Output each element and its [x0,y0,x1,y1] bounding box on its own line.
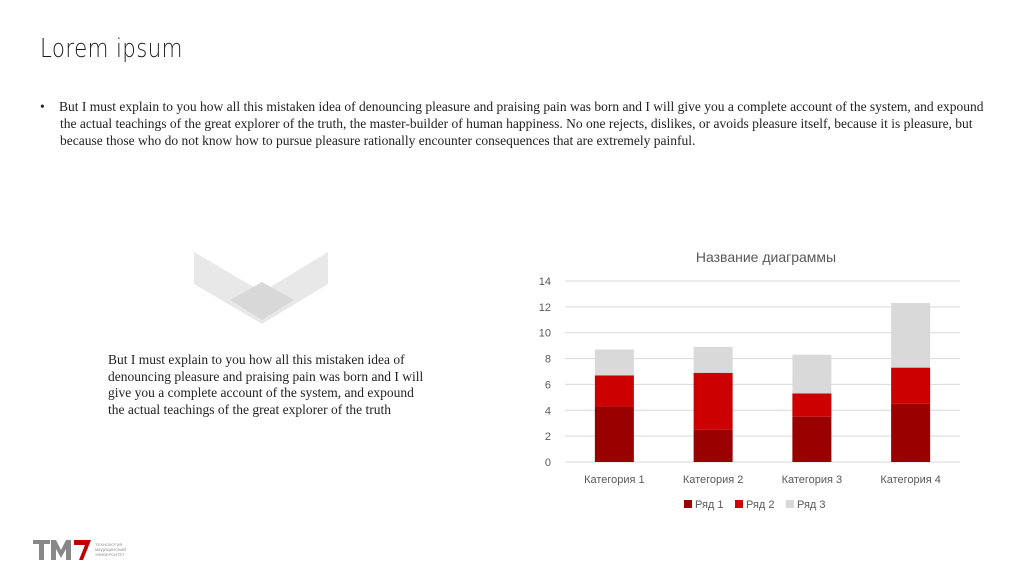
bar-segment-2 [694,373,733,430]
legend-swatch [735,500,743,508]
logo-line-3: УНИВЕРСИТЕТ [95,552,125,557]
bar-segment-1 [891,404,930,462]
bar-segment-3 [792,355,831,394]
legend-label: Ряд 1 [695,499,724,511]
logo-mark-icon [33,540,91,560]
y-tick-label: 2 [544,431,551,444]
bullet-paragraph [40,98,990,149]
y-tick-label: 12 [538,301,551,314]
bar-segment-1 [792,417,831,462]
logo-line-2: МЕДИЦИНСКИЙ [95,547,127,552]
bar-segment-1 [595,406,634,462]
chevron-graphic-icon [190,244,332,324]
x-tick-label: Категория 1 [584,474,645,486]
slide-title: Lorem ipsum [40,34,183,64]
y-tick-label: 10 [538,327,551,340]
x-tick-label: Категория 4 [880,474,941,486]
chart-title: Название диаграммы [695,249,837,265]
bar-segment-2 [792,393,831,416]
side-paragraph: But I must explain to you how all this mistaken idea of denouncing pleasure and praising pain was born and I will give you a complete account of the system, and expound the actual teachings of the great explorer of the truth [108,352,424,417]
bar-segment-2 [891,368,930,404]
university-logo [33,537,133,563]
legend-label: Ряд 2 [746,499,775,511]
x-tick-label: Категория 2 [682,474,744,486]
y-tick-label: 4 [544,405,551,418]
bar-segment-3 [595,350,634,376]
logo-line-1: ТЕХНОЛОГИЯ [95,542,123,547]
bar-segment-2 [595,375,634,406]
bullet-dot-icon: • [40,99,45,114]
stacked-bar-chart [525,240,975,530]
bar-segment-3 [694,347,733,373]
bar-segment-3 [891,303,930,368]
y-tick-label: 14 [538,276,551,288]
x-tick-label: Категория 3 [781,474,843,486]
y-tick-label: 6 [544,379,551,392]
bullet-text: But I must explain to you how all this mistaken idea of denouncing pleasure and praising pain was born and I will give you a complete account of the system, and expound the actual teachings of the great explorer of the truth, the master-builder of human happiness. No one rejects, dislikes, or avoids pleasure itself, because it is pleasure, but because those who do not know how to pursue pleasure rationally encounter consequences that are extremely painful. [59,99,984,148]
bar-segment-1 [694,430,733,462]
legend-label: Ряд 3 [797,499,826,511]
legend-swatch [786,500,794,508]
y-tick-label: 8 [544,353,551,366]
legend-swatch [684,500,692,508]
y-tick-label: 0 [544,457,551,469]
